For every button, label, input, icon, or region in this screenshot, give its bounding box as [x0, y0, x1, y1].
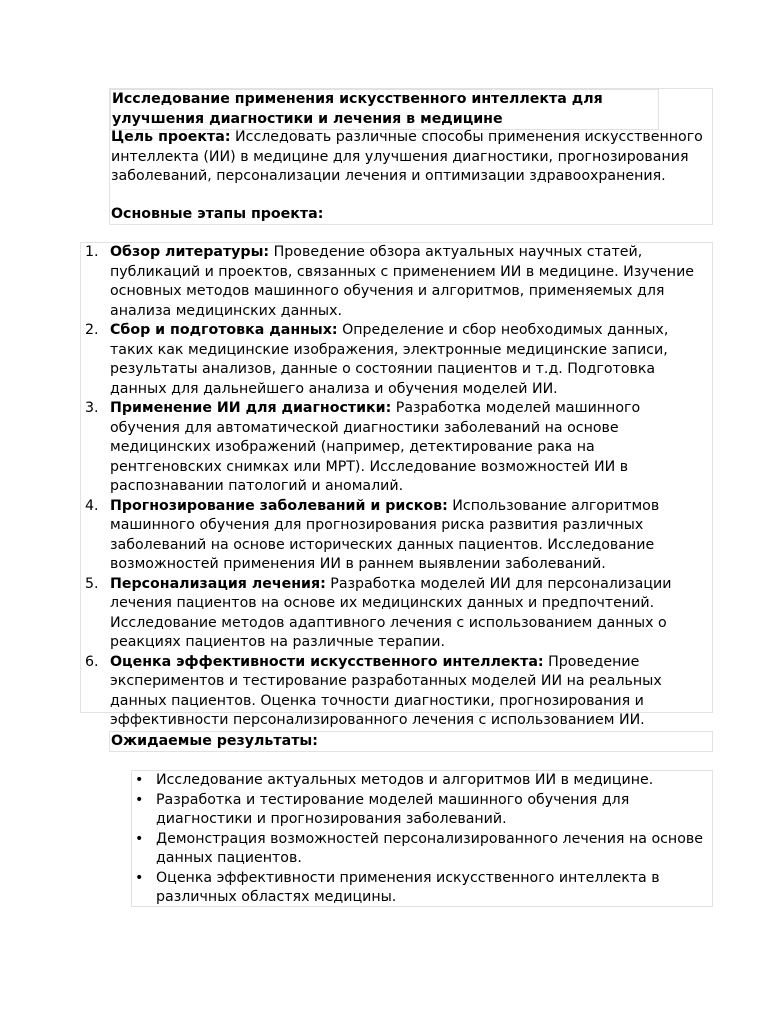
bullet-icon: •	[135, 791, 144, 808]
item-number: 6.	[85, 653, 99, 670]
item-text: Разработка и тестирование моделей машинного обучения для диагностики и прогнозирования заболеваний.	[156, 791, 630, 827]
list-item	[81, 575, 710, 653]
item-text: Проведение обзора актуальных научных статей, публикаций и проектов, связанных с применением ИИ в медицине. Изучение основных методов машинного обучения и алгоритмов, применяемых для анализа медицинских данных.	[110, 244, 695, 319]
item-label: Прогнозирование заболеваний и рисков:	[110, 497, 448, 514]
stages-heading: Основные этапы проекта:	[111, 206, 324, 222]
item-text: Исследование актуальных методов и алгоритмов ИИ в медицине.	[156, 772, 654, 788]
project-goal	[111, 128, 709, 187]
list-item	[132, 771, 712, 791]
stages-list-block	[80, 242, 713, 728]
bullet-icon: •	[135, 869, 144, 886]
stages-list	[81, 243, 714, 731]
list-item	[81, 243, 710, 321]
item-label: Сбор и подготовка данных:	[110, 322, 338, 338]
bullet-icon: •	[135, 830, 144, 847]
item-text: Определение и сбор необходимых данных, таких как медицинские изображения, электронные медицинские записи, результаты анализов, данные о состоянии пациентов и т.д. Подготовка данных для дальнейшего анализа и обучения моделей ИИ.	[110, 322, 669, 397]
title-frame	[110, 89, 659, 130]
item-text: Использование алгоритмов машинного обучения для прогнозирования риска развития различных заболеваний на основе исторических данных пациентов. Исследование возможностей применения ИИ в раннем выявлении заболеваний.	[110, 497, 660, 572]
expected-results-block	[109, 731, 713, 752]
item-text: Демонстрация возможностей персонализированного лечения на основе данных пациентов.	[156, 830, 703, 866]
item-text: Проведение экспериментов и тестирование разработанных моделей ИИ на реальных данных пациентов. Оценка точности диагностики, прогнозирования и эффективности персонализированного лечения с использованием ИИ.	[110, 653, 662, 728]
list-item	[132, 869, 712, 908]
list-item	[132, 791, 712, 830]
item-label: Оценка эффективности искусственного интеллекта:	[110, 653, 544, 670]
list-item	[81, 321, 710, 399]
item-number: 1.	[85, 244, 99, 260]
item-text: Разработка моделей машинного обучения для автоматической диагностики заболеваний на основе медицинских изображений (например, детектирование рака на рентгеновских снимках или МРТ). Исследование возможностей ИИ в распознавании патологий и аномалий.	[110, 400, 641, 494]
intro-block	[109, 88, 713, 225]
item-label: Применение ИИ для диагностики:	[110, 400, 392, 416]
list-item	[81, 399, 710, 497]
item-number: 5.	[85, 575, 99, 592]
item-text: Разработка моделей ИИ для персонализации лечения пациентов на основе их медицинских данных и предпочтений. Исследование методов адаптивного лечения с использованием данных о реакциях пациентов на различные терапии.	[110, 575, 672, 650]
goal-text: Исследовать различные способы применения искусственного интеллекта (ИИ) в медицине для улучшения диагностики, прогнозирования заболеваний, персонализации лечения и оптимизации здравоохранения.	[111, 129, 703, 184]
item-number: 4.	[85, 497, 99, 514]
list-item	[132, 830, 712, 869]
list-item	[81, 653, 710, 731]
document-title: Исследование применения искусственного интеллекта для улучшения диагностики и лечения в медицине	[112, 91, 603, 127]
item-number: 2.	[85, 322, 99, 338]
bullet-icon: •	[135, 772, 144, 788]
goal-label: Цель проекта:	[111, 129, 231, 145]
item-number: 3.	[85, 400, 99, 416]
item-text: Оценка эффективности применения искусственного интеллекта в различных областях медицины.	[156, 869, 660, 905]
item-label: Персонализация лечения:	[110, 575, 326, 592]
item-label: Обзор литературы:	[110, 244, 270, 260]
results-list	[132, 771, 714, 908]
expected-results-heading: Ожидаемые результаты:	[111, 733, 318, 749]
results-list-block	[131, 770, 713, 907]
list-item	[81, 497, 710, 575]
